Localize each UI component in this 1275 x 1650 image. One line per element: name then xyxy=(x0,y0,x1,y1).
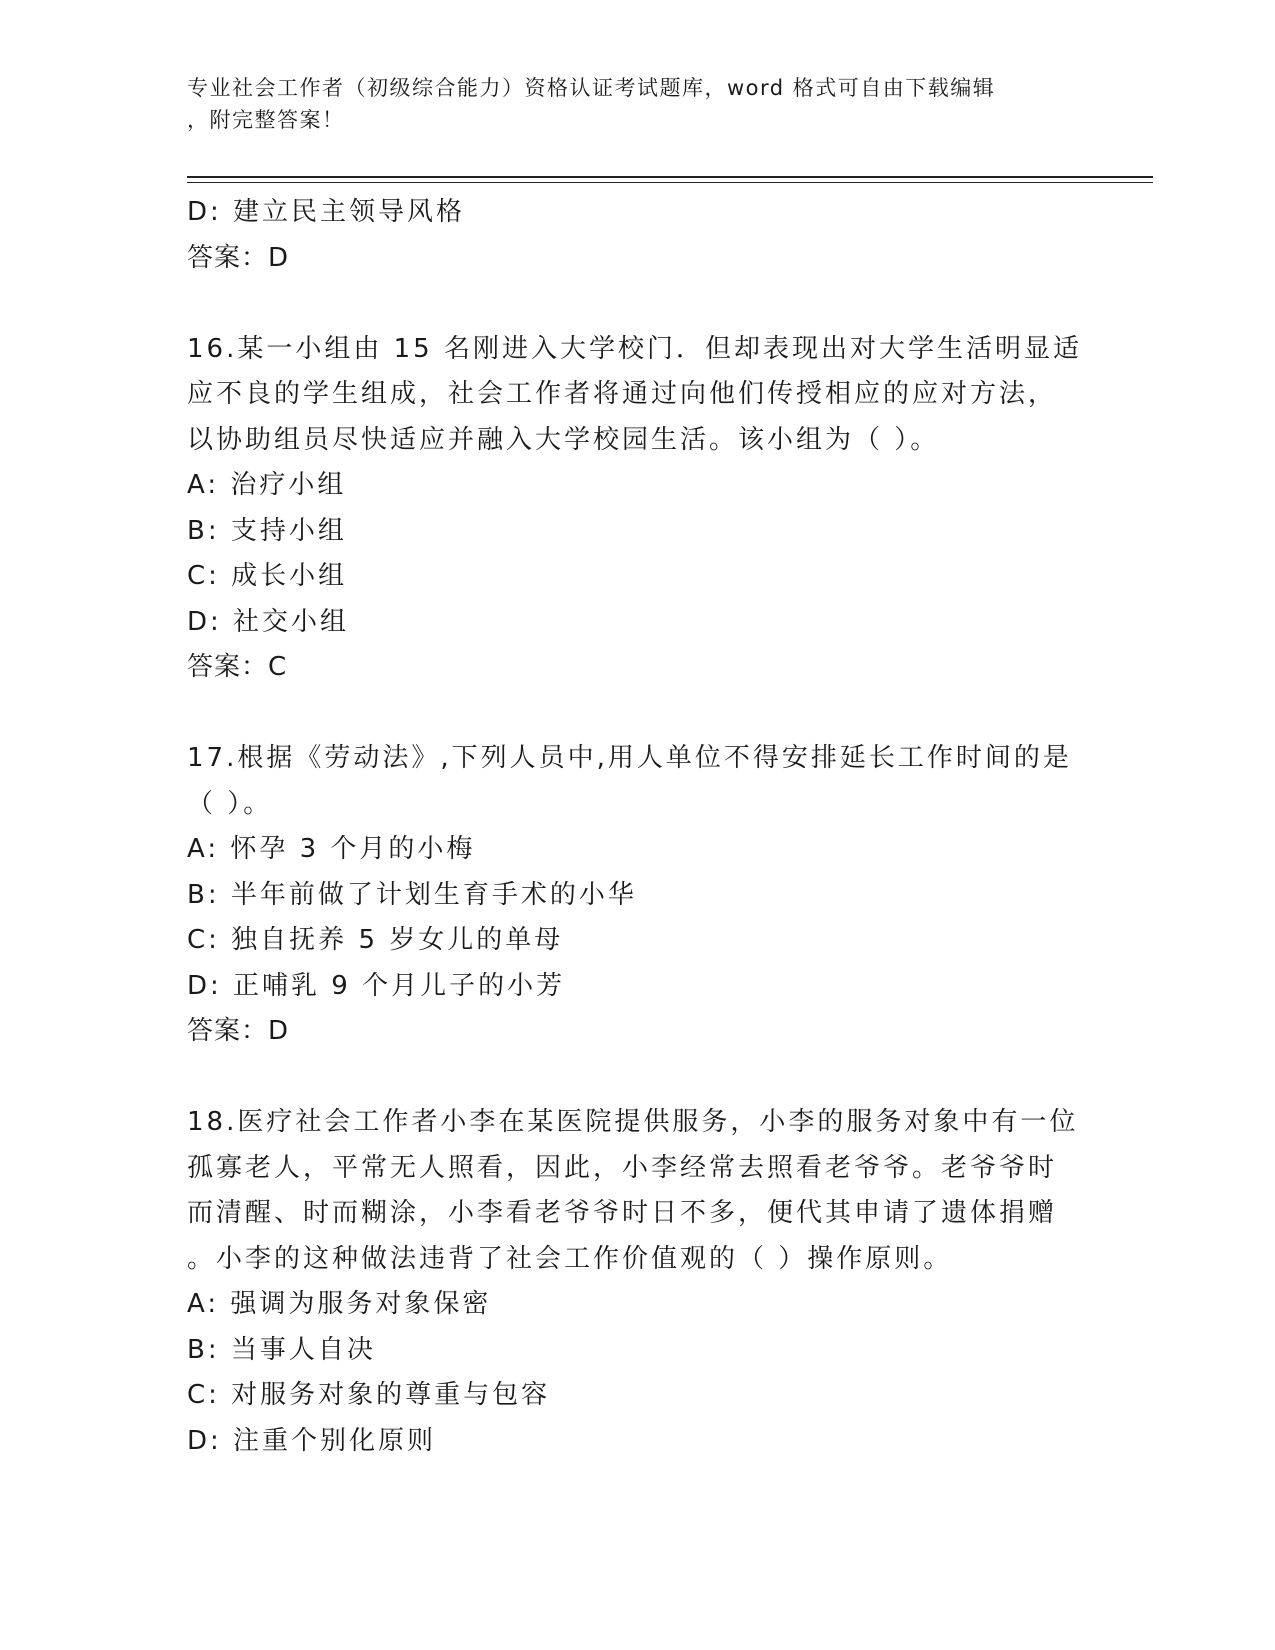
document-header xyxy=(187,72,1067,136)
header-line-2: ，附完整答案！ xyxy=(187,108,345,132)
q16-option-a: A: 治疗小组 xyxy=(187,470,347,500)
q18-option-d: D: 注重个别化原则 xyxy=(187,1425,437,1456)
q16-option-d: D: 社交小组 xyxy=(187,606,350,637)
prev-option-d: D: 建立民主领导风格 xyxy=(187,197,466,227)
question-content xyxy=(187,190,1087,1464)
q17-option-b: B: 半年前做了计划生育手术的小华 xyxy=(187,879,637,910)
q17-option-d: D: 正哺乳 9 个月儿子的小芳 xyxy=(187,970,566,1001)
header-rule-thick xyxy=(187,176,1153,178)
q17-stem-line: 17.根据《劳动法》,下列人员中,用人单位不得安排延长工作时间的是 xyxy=(187,743,1072,773)
q18-stem-line: 而清醒、时而糊涂，小李看老爷爷时日不多，便代其申请了遗体捐赠 xyxy=(187,1198,1058,1228)
q16-option-b: B: 支持小组 xyxy=(187,515,347,546)
q17-answer: 答案：D xyxy=(187,1016,290,1046)
q16-stem-line: 应不良的学生组成，社会工作者将通过向他们传授相应的应对方法， xyxy=(187,379,1058,409)
header-rule-thin xyxy=(187,182,1153,183)
q18-stem-line: 18.医疗社会工作者小李在某医院提供服务，小李的服务对象中有一位 xyxy=(187,1107,1079,1137)
spacer xyxy=(187,691,1087,737)
question-18 xyxy=(187,1100,1087,1464)
q18-option-a: A: 强调为服务对象保密 xyxy=(187,1289,492,1319)
q17-stem-line: （ ）。 xyxy=(187,788,273,819)
q16-option-c: C: 成长小组 xyxy=(187,561,348,591)
q18-stem-line: 。小李的这种做法违背了社会工作价值观的（ ）操作原则。 xyxy=(187,1243,953,1274)
q18-option-c: C: 对服务对象的尊重与包容 xyxy=(187,1380,551,1410)
spacer xyxy=(187,281,1087,327)
header-line-1: 专业社会工作者（初级综合能力）资格认证考试题库，word 格式可自由下载编辑 xyxy=(187,76,996,100)
q16-stem-line: 以协助组员尽快适应并融入大学校园生活。该小组为（ ）。 xyxy=(187,424,940,455)
q16-answer: 答案：C xyxy=(187,652,288,682)
q18-stem-line: 孤寡老人，平常无人照看，因此，小李经常去照看老爷爷。老爷爷时 xyxy=(187,1152,1058,1183)
prev-answer: 答案：D xyxy=(187,242,290,273)
question-16 xyxy=(187,327,1087,691)
q18-option-b: B: 当事人自决 xyxy=(187,1334,376,1365)
spacer xyxy=(187,1055,1087,1101)
q17-option-a: A: 怀孕 3 个月的小梅 xyxy=(187,834,476,864)
q16-stem-line: 16.某一小组由 15 名刚进入大学校门．但却表现出对大学生活明显适 xyxy=(187,333,1082,364)
question-17 xyxy=(187,736,1087,1055)
q17-option-c: C: 独自抚养 5 岁女儿的单母 xyxy=(187,925,564,955)
